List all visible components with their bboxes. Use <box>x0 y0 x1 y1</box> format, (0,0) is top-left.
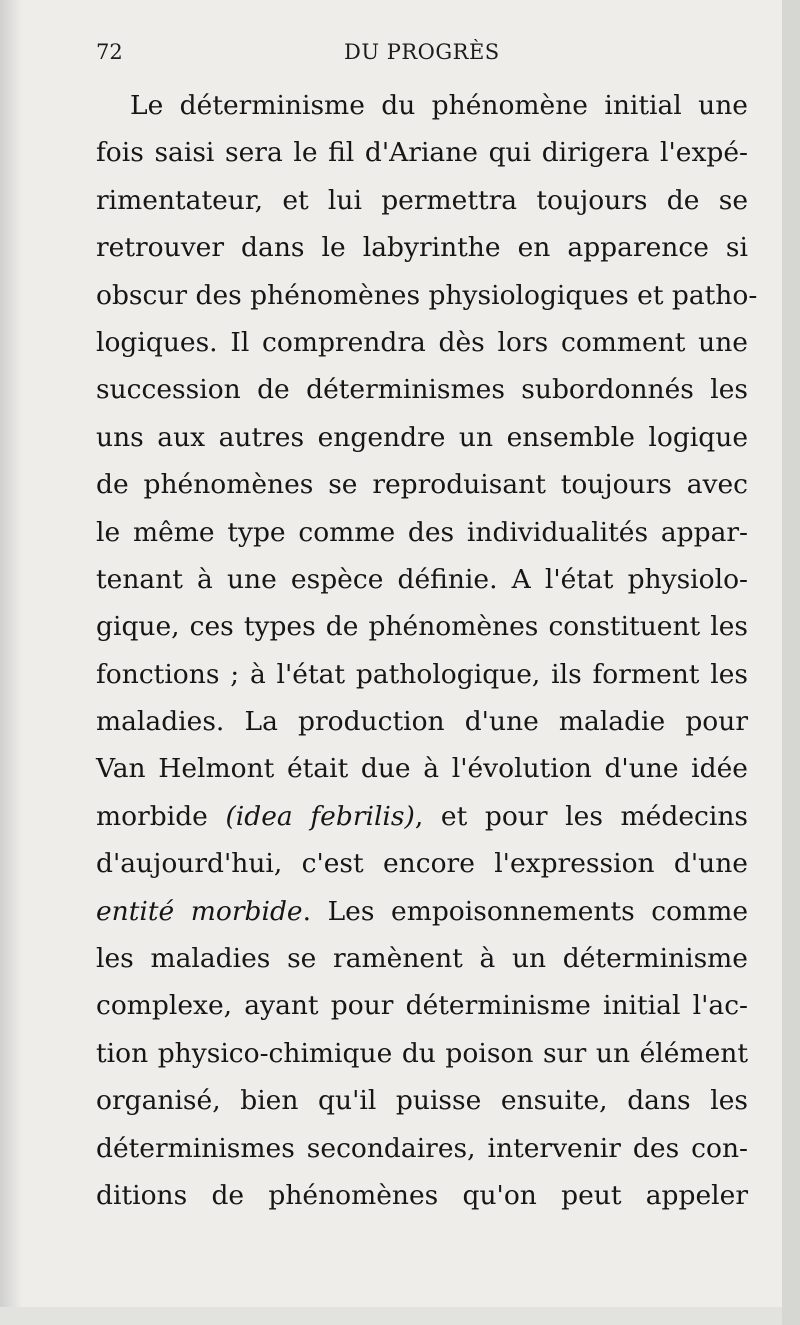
text-line: de phénomènes se reproduisant toujours avec <box>96 469 748 501</box>
text-line: complexe, ayant pour déterminisme initial l'ac- <box>96 990 748 1022</box>
gutter-shadow <box>0 0 22 1325</box>
page-bottom-edge <box>0 1307 782 1325</box>
text-line: Van Helmont était due à l'évolution d'une idée <box>96 753 748 785</box>
text-line: succession de déterminismes subordonnés les <box>96 374 748 406</box>
text-line: tenant à une espèce définie. A l'état physiolo- <box>96 563 748 595</box>
italic-term: (idea febrilis) <box>225 800 415 832</box>
text-line: gique, ces types de phénomènes constituent les <box>96 611 748 643</box>
text-line: tion physico-chimique du poison sur un élément <box>96 1037 748 1069</box>
text-line: d'aujourd'hui, c'est encore l'expression d'une <box>96 848 748 880</box>
text-line-with-italic <box>96 793 748 840</box>
scan-right-edge <box>782 0 800 1325</box>
text-line: obscur des phénomènes physiologiques et patho- <box>96 279 758 311</box>
text-line: déterminismes secondaires, intervenir des con- <box>96 1132 748 1164</box>
italic-term: entité morbide <box>96 895 303 927</box>
text-line-with-italic <box>96 888 748 935</box>
text-line: rimentateur, et lui permettra toujours de se <box>96 184 748 216</box>
text-line: organisé, bien qu'il puisse ensuite, dans les <box>96 1085 748 1117</box>
text-run: morbide <box>96 800 226 832</box>
text-run: . Les empoisonnements comme <box>302 895 749 927</box>
running-head <box>96 40 748 70</box>
text-line: uns aux autres engendre un ensemble logique <box>96 421 748 453</box>
text-line: maladies. La production d'une maladie pour <box>96 706 748 738</box>
text-run: , et pour les médecins <box>414 800 748 832</box>
text-line: logiques. Il comprendra dès lors comment une <box>96 326 748 358</box>
text-line: fonctions ; à l'état pathologique, ils forment les <box>96 658 748 690</box>
running-title: DU PROGRÈS <box>344 40 500 64</box>
body-text <box>96 82 758 1219</box>
page-number: 72 <box>96 40 123 64</box>
text-line: Le déterminisme du phénomène initial une <box>130 90 748 121</box>
text-line: les maladies se ramènent à un déterminisme <box>96 943 748 975</box>
text-line: ditions de phénomènes qu'on peut appeler <box>96 1179 748 1211</box>
text-line: fois saisi sera le fil d'Ariane qui dirigera l'expé- <box>96 137 748 169</box>
text-line: retrouver dans le labyrinthe en apparence si <box>96 232 748 264</box>
text-line: le même type comme des individualités appar- <box>96 516 748 548</box>
